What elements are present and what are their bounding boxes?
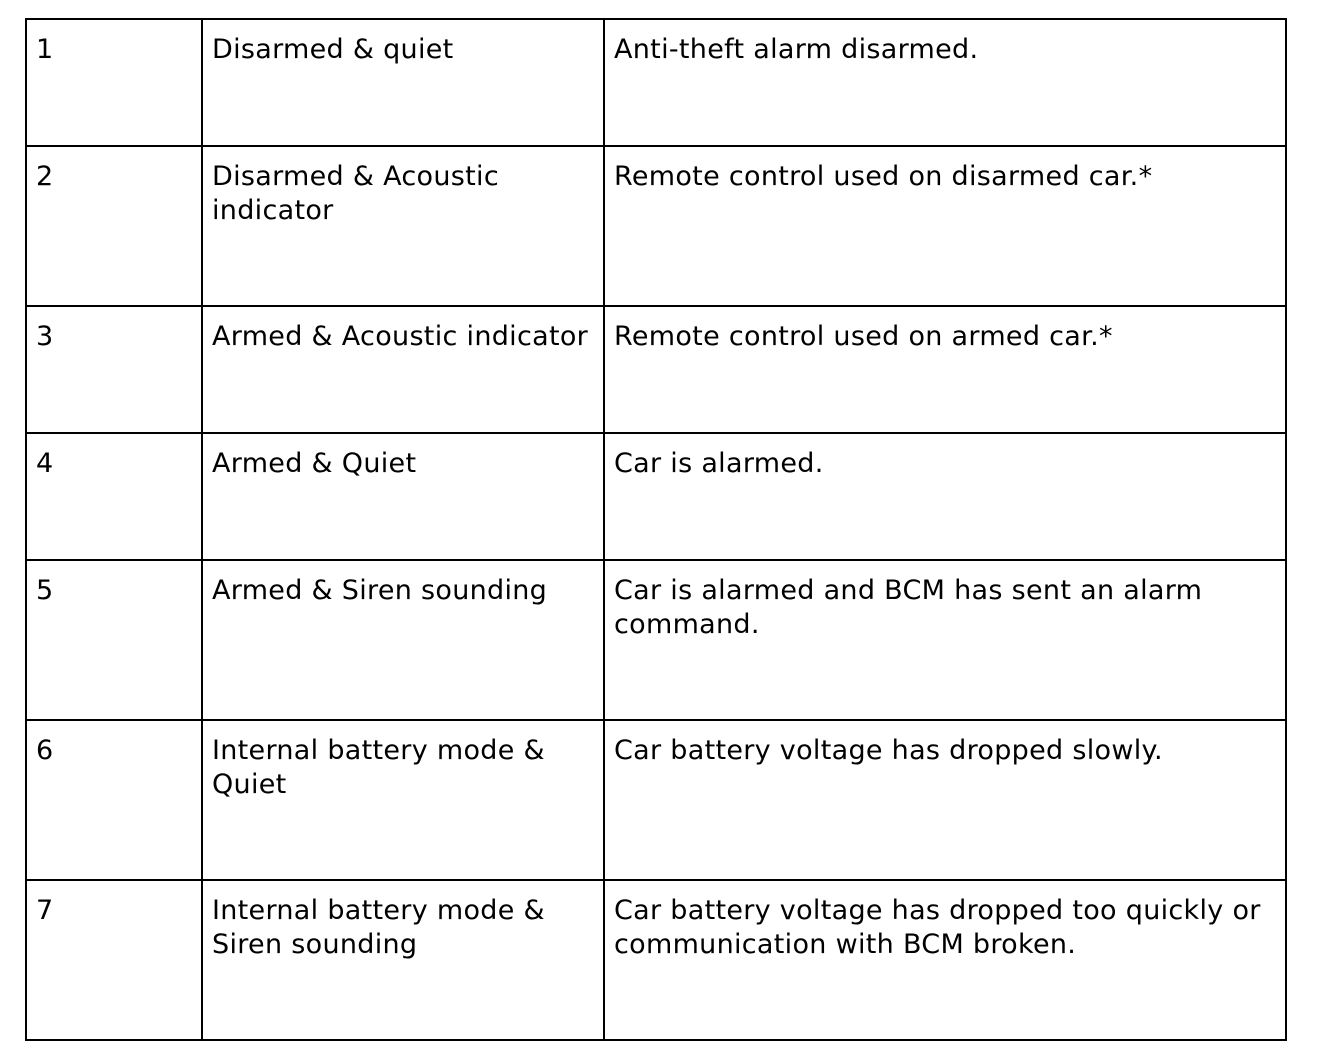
table-row [26,560,1286,720]
state-cell: Disarmed & Acoustic indicator [202,146,604,306]
table-row [26,19,1286,146]
description-cell: Remote control used on armed car.* [604,306,1286,433]
state-cell: Armed & Quiet [202,433,604,560]
row-number-cell: 3 [26,306,202,433]
description-cell: Anti-theft alarm disarmed. [604,19,1286,146]
table-row [26,306,1286,433]
row-number-cell: 6 [26,720,202,880]
state-cell: Internal battery mode & Quiet [202,720,604,880]
description-cell: Car battery voltage has dropped too quickly or communication with BCM broken. [604,880,1286,1040]
description-cell: Remote control used on disarmed car.* [604,146,1286,306]
row-number-cell: 4 [26,433,202,560]
row-number-cell: 2 [26,146,202,306]
state-cell: Armed & Acoustic indicator [202,306,604,433]
description-cell: Car is alarmed and BCM has sent an alarm command. [604,560,1286,720]
description-cell: Car is alarmed. [604,433,1286,560]
description-cell: Car battery voltage has dropped slowly. [604,720,1286,880]
state-cell: Internal battery mode & Siren sounding [202,880,604,1040]
row-number-cell: 1 [26,19,202,146]
alarm-states-table [25,18,1287,1041]
state-cell: Armed & Siren sounding [202,560,604,720]
table-row [26,433,1286,560]
table-row [26,720,1286,880]
row-number-cell: 5 [26,560,202,720]
row-number-cell: 7 [26,880,202,1040]
table-row [26,146,1286,306]
state-cell: Disarmed & quiet [202,19,604,146]
table-row [26,880,1286,1040]
